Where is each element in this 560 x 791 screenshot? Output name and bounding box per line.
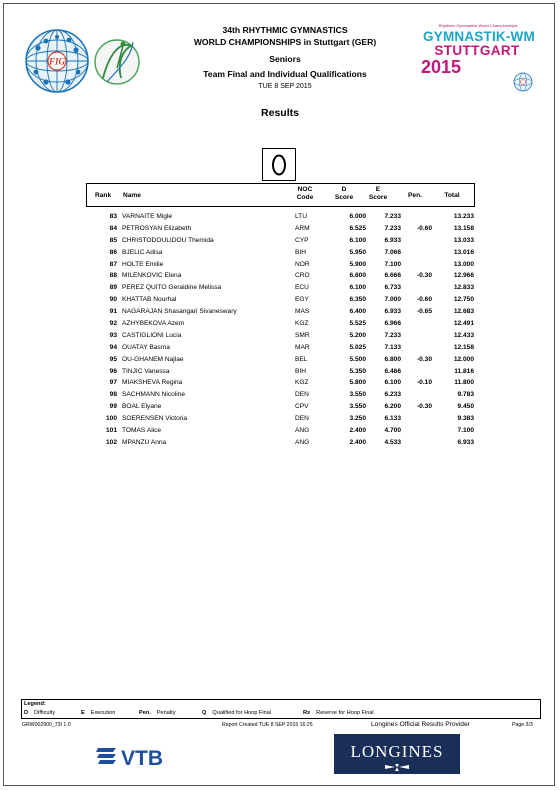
- header-e-line1: E: [375, 186, 381, 193]
- cell-total: 6.933: [457, 438, 474, 446]
- cell-penalty: -0.60: [416, 224, 432, 232]
- table-row: [86, 294, 475, 306]
- vtb-text: VTB: [121, 747, 163, 770]
- gymnastik-wm-logo: [413, 23, 543, 95]
- table-row: [86, 270, 475, 282]
- cell-d-score: 2.400: [349, 427, 366, 435]
- header-noc-line2: Code: [296, 194, 314, 201]
- cell-rank: 102: [105, 438, 117, 446]
- results-table-body: [86, 211, 475, 449]
- cell-name: KHATTAB Nourhal: [122, 296, 177, 304]
- cell-noc: CPV: [295, 403, 309, 411]
- table-row: [86, 342, 475, 354]
- cell-e-score: 4.700: [384, 427, 401, 435]
- cell-name: MPANZU Anna: [122, 438, 167, 446]
- legend-item: [24, 710, 55, 716]
- cell-name: SOERENSEN Victoria: [122, 415, 188, 423]
- cell-noc: ANG: [295, 438, 310, 446]
- cell-name: PETROSYAN Elizabeth: [122, 224, 192, 232]
- legend-item: [303, 710, 374, 716]
- table-row: [86, 235, 475, 247]
- cell-e-score: 6.666: [384, 272, 401, 280]
- cell-noc: LTU: [295, 213, 307, 220]
- cell-e-score: 6.233: [384, 391, 401, 399]
- cell-name: OUATAY Basma: [122, 343, 170, 351]
- championship-title: 34th RHYTHMIC GYMNASTICS: [222, 25, 348, 35]
- cell-rank: 96: [109, 367, 117, 375]
- cell-e-score: 6.100: [384, 379, 401, 387]
- cell-total: 9.450: [457, 403, 474, 411]
- cell-rank: 101: [105, 427, 117, 435]
- cell-name: MILENKOVIC Elena: [122, 272, 182, 280]
- cell-noc: KGZ: [295, 379, 309, 387]
- table-row: [86, 330, 475, 342]
- cell-e-score: 6.466: [384, 367, 401, 375]
- cell-d-score: 6.525: [349, 224, 366, 232]
- cell-total: 12.158: [453, 343, 474, 351]
- header-e-score: [361, 186, 395, 202]
- cell-penalty: -0.60: [416, 296, 432, 304]
- longines-wordmark: LONGINES: [350, 742, 444, 761]
- cell-d-score: 5.800: [349, 379, 366, 387]
- table-row: [86, 259, 475, 271]
- cell-d-score: 5.500: [349, 355, 366, 363]
- header-name: Name: [123, 192, 141, 199]
- table-row: [86, 318, 475, 330]
- wm-city: STUTTGART: [434, 43, 520, 58]
- cell-e-score: 7.233: [384, 213, 401, 220]
- legend-item: [81, 710, 115, 716]
- rhythmic-discipline-logo: [93, 28, 141, 96]
- header-noc: [291, 186, 319, 202]
- cell-e-score: 6.733: [384, 284, 401, 292]
- cell-e-score: 7.100: [384, 260, 401, 268]
- cell-d-score: 5.350: [349, 367, 366, 375]
- legend-key: E: [81, 710, 85, 716]
- legend-key: Rx: [303, 710, 311, 716]
- legend-label: Difficulty: [34, 710, 56, 716]
- legend-title: Legend:: [24, 701, 46, 707]
- cell-e-score: 6.200: [384, 403, 401, 411]
- cell-name: SACHMANN Nicoline: [122, 391, 186, 399]
- cell-e-score: 4.533: [384, 438, 401, 446]
- apparatus-box: [262, 148, 296, 181]
- table-row: [86, 247, 475, 259]
- table-row: [86, 413, 475, 425]
- table-row: [86, 354, 475, 366]
- table-row: [86, 377, 475, 389]
- cell-total: 12.683: [453, 308, 474, 316]
- cell-rank: 93: [109, 331, 117, 339]
- cell-penalty: -0.65: [416, 308, 432, 316]
- cell-noc: SMR: [295, 331, 310, 339]
- cell-name: AZHYBEKOVA Azem: [122, 320, 185, 328]
- cell-penalty: -0.30: [416, 355, 432, 363]
- header-penalty: Pen.: [408, 192, 422, 199]
- cell-d-score: 6.350: [349, 296, 366, 304]
- results-table-header: [86, 183, 475, 207]
- cell-name: PEREZ QUITO Geraldine Melissa: [122, 284, 222, 292]
- cell-rank: 83: [109, 213, 117, 220]
- legend: [21, 699, 541, 719]
- cell-total: 12.750: [453, 296, 474, 304]
- footer-page-number: Page 3/3: [512, 722, 533, 728]
- header-total: Total: [444, 192, 460, 199]
- legend-label: Qualified for Hoop Final: [212, 710, 272, 716]
- cell-noc: ECU: [295, 284, 309, 292]
- cell-noc: MAR: [295, 343, 310, 351]
- cell-total: 13.033: [453, 236, 474, 244]
- cell-rank: 87: [109, 260, 117, 268]
- championship-location: WORLD CHAMPIONSHIPS in Stuttgart (GER): [193, 37, 377, 47]
- cell-d-score: 6.100: [349, 236, 366, 244]
- wm-year: 2015: [421, 57, 462, 77]
- cell-d-score: 2.400: [349, 438, 366, 446]
- cell-rank: 98: [109, 391, 117, 399]
- cell-noc: NOR: [295, 260, 310, 268]
- header-d-line2: Score: [334, 194, 354, 201]
- header-e-line2: Score: [368, 194, 388, 201]
- cell-noc: BIH: [295, 248, 306, 256]
- cell-e-score: 6.966: [384, 320, 401, 328]
- legend-key: Q: [202, 710, 207, 716]
- table-row: [86, 223, 475, 235]
- cell-d-score: 6.100: [349, 284, 366, 292]
- wm-top-text: Rhythmic Gymnastics World Championships: [438, 23, 518, 28]
- cell-rank: 95: [109, 355, 117, 363]
- cell-rank: 97: [109, 379, 117, 387]
- fig-globe-logo: [24, 26, 90, 96]
- footer-provider: Longines Official Results Provider: [371, 721, 470, 728]
- cell-total: 12.433: [453, 331, 474, 339]
- cell-noc: KGZ: [295, 320, 309, 328]
- header-d-line1: D: [341, 186, 347, 193]
- cell-d-score: 3.550: [349, 391, 366, 399]
- cell-rank: 86: [109, 248, 117, 256]
- header-noc-line1: NOC: [297, 186, 313, 193]
- cell-rank: 89: [109, 284, 117, 292]
- legend-key: Pen.: [139, 710, 151, 716]
- legend-label: Reserve for Hoop Final: [316, 710, 374, 716]
- table-row: [86, 425, 475, 437]
- cell-noc: BIH: [295, 367, 306, 375]
- cell-rank: 84: [109, 224, 117, 232]
- cell-e-score: 6.933: [384, 236, 401, 244]
- cell-total: 12.000: [453, 355, 474, 363]
- table-row: [86, 437, 475, 449]
- header-d-score: [327, 186, 361, 202]
- cell-name: MIAKSHEVA Regina: [122, 379, 183, 387]
- cell-total: 9.383: [457, 415, 474, 423]
- legend-item: [139, 710, 176, 716]
- category-label: Seniors: [269, 54, 301, 64]
- cell-d-score: 5.525: [349, 320, 366, 328]
- cell-total: 9.783: [457, 391, 474, 399]
- cell-total: 13.000: [453, 260, 474, 268]
- event-date: TUE 8 SEP 2015: [258, 83, 312, 90]
- longines-logo: [334, 734, 460, 774]
- cell-e-score: 7.133: [384, 343, 401, 351]
- wm-globe-icon: [513, 72, 533, 92]
- cell-d-score: 6.000: [349, 213, 366, 220]
- cell-name: NAGARAJAN Shasangari Sivaneswary: [122, 308, 237, 316]
- cell-e-score: 6.133: [384, 415, 401, 423]
- table-row: [86, 306, 475, 318]
- cell-name: CHRISTODOULIDOU Themida: [122, 236, 214, 244]
- cell-rank: 99: [109, 403, 117, 411]
- cell-d-score: 5.950: [349, 248, 366, 256]
- cell-noc: MAS: [295, 308, 310, 316]
- footer-report-created: Report Created TUE 8 SEP 2015 16:25: [222, 722, 313, 728]
- header-rank: Rank: [95, 192, 112, 199]
- cell-name: VARNAITE Migle: [122, 213, 173, 220]
- cell-penalty: -0.30: [416, 272, 432, 280]
- winged-hourglass-icon: [384, 763, 410, 772]
- event-header: [150, 24, 420, 92]
- cell-noc: ANG: [295, 427, 310, 435]
- cell-noc: EGY: [295, 296, 309, 304]
- results-title: Results: [261, 107, 299, 119]
- cell-d-score: 5.900: [349, 260, 366, 268]
- legend-label: Penalty: [156, 710, 176, 716]
- cell-d-score: 3.250: [349, 415, 366, 423]
- cell-name: OU-GHANEM Najlae: [122, 355, 184, 363]
- cell-rank: 94: [109, 343, 117, 351]
- cell-d-score: 6.400: [349, 308, 366, 316]
- cell-e-score: 7.233: [384, 331, 401, 339]
- cell-d-score: 3.550: [349, 403, 366, 411]
- fig-logo-text: FIG: [48, 56, 66, 67]
- cell-name: TOMAS Alice: [122, 427, 162, 435]
- table-row: [86, 401, 475, 413]
- cell-d-score: 5.200: [349, 331, 366, 339]
- footer-report-code: GRW002900_73I 1.0: [22, 722, 71, 728]
- cell-total: 13.016: [453, 248, 474, 256]
- cell-noc: DEN: [295, 391, 309, 399]
- cell-noc: BEL: [295, 355, 308, 363]
- legend-key: D: [24, 710, 29, 716]
- cell-rank: 92: [109, 320, 117, 328]
- cell-e-score: 7.233: [384, 224, 401, 232]
- cell-rank: 100: [105, 415, 117, 423]
- cell-total: 12.833: [453, 284, 474, 292]
- hoop-icon: [268, 152, 290, 178]
- cell-e-score: 6.800: [384, 355, 401, 363]
- cell-e-score: 6.933: [384, 308, 401, 316]
- cell-noc: DEN: [295, 415, 309, 423]
- cell-name: HOLTE Emilie: [122, 260, 164, 268]
- legend-label: Execution: [90, 710, 116, 716]
- cell-e-score: 7.066: [384, 248, 401, 256]
- cell-rank: 90: [109, 296, 117, 304]
- cell-d-score: 5.025: [349, 343, 366, 351]
- wm-name: GYMNASTIK-WM: [423, 29, 535, 44]
- cell-penalty: -0.30: [416, 403, 432, 411]
- cell-total: 7.100: [457, 427, 474, 435]
- legend-item: [202, 710, 271, 716]
- cell-rank: 85: [109, 236, 117, 244]
- cell-rank: 91: [109, 308, 117, 316]
- cell-name: TINJIC Vanessa: [122, 367, 170, 375]
- cell-total: 11.800: [454, 379, 474, 387]
- cell-noc: CRO: [295, 272, 310, 280]
- cell-total: 13.158: [453, 224, 474, 232]
- table-row: [86, 211, 475, 223]
- table-row: [86, 366, 475, 378]
- cell-name: BOAL Elyane: [122, 403, 162, 411]
- cell-total: 12.491: [453, 320, 474, 328]
- cell-total: 11.816: [454, 367, 474, 375]
- cell-total: 12.966: [453, 272, 474, 280]
- table-row: [86, 282, 475, 294]
- cell-noc: ARM: [295, 224, 310, 232]
- cell-penalty: -0.10: [416, 379, 432, 387]
- cell-name: CASTIGLIONI Lucia: [122, 331, 182, 339]
- cell-rank: 88: [109, 272, 117, 280]
- cell-total: 13.233: [453, 213, 474, 220]
- event-name: Team Final and Individual Qualifications: [203, 69, 367, 79]
- cell-noc: CYP: [295, 236, 309, 244]
- cell-e-score: 7.000: [384, 296, 401, 304]
- cell-d-score: 6.600: [349, 272, 366, 280]
- vtb-logo: [96, 740, 176, 770]
- table-row: [86, 389, 475, 401]
- cell-name: BJELIC Adisa: [122, 248, 163, 256]
